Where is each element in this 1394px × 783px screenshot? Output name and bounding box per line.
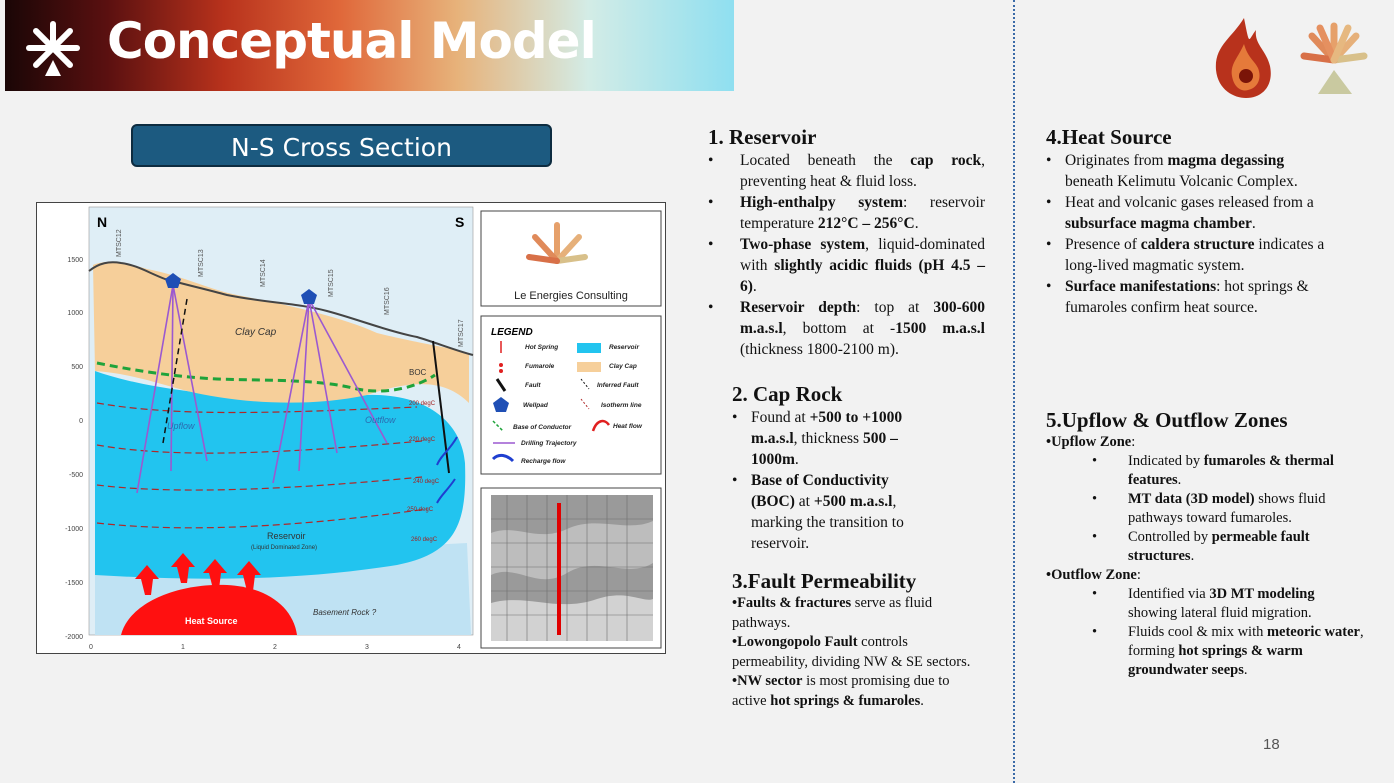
cross-section-figure	[36, 202, 666, 654]
heat-source-label: Heat Source	[185, 616, 238, 626]
outflow-label: Outflow	[365, 415, 396, 425]
x-tick: 4	[457, 644, 461, 651]
reservoir-section	[708, 124, 985, 360]
north-label: N	[97, 214, 108, 230]
cap-rock-heading: 2. Cap Rock	[732, 382, 843, 406]
legend-item: Isotherm line	[601, 402, 642, 409]
legend-item: Heat flow	[613, 423, 642, 430]
company-logos	[1204, 14, 1374, 100]
x-tick: 1	[181, 644, 185, 651]
legend-item: Base of Conductor	[513, 424, 572, 431]
reservoir-heading: 1. Reservoir	[708, 125, 817, 149]
isotherm-label: 200 degC	[409, 401, 436, 407]
cap-rock-section	[732, 381, 932, 554]
basement-label: Basement Rock ?	[313, 608, 377, 617]
reservoir-bullet: • High-enthalpy system: reservoir temperature 212°C – 256°C.	[708, 192, 985, 234]
page-title: Conceptual Model	[107, 12, 596, 70]
heat-source-heading: 4.Heat Source	[1046, 125, 1172, 149]
upflow-bullet: • MT data (3D model) shows fluid pathways toward fumaroles.	[1046, 490, 1366, 528]
heat-bullet: • Heat and volcanic gases released from a subsurface magma chamber.	[1046, 192, 1336, 234]
heat-bullet: • Presence of caldera structure indicates a long-lived magmatic system.	[1046, 234, 1336, 276]
legend-item: Hot Spring	[525, 344, 559, 351]
y-tick: -500	[68, 472, 83, 479]
x-tick: 3	[365, 644, 369, 651]
isotherm-label: 260 degC	[411, 537, 438, 543]
outflow-label: •Outflow Zone:	[1046, 567, 1141, 583]
well-label: MTSC13	[198, 249, 205, 277]
isotherm-label: 250 degC	[407, 507, 434, 513]
legend-item: Reservoir	[609, 344, 639, 351]
x-tick: 0	[89, 644, 93, 651]
x-tick: 2	[273, 644, 277, 651]
well-label: MTSC12	[116, 229, 123, 257]
well-label: MTSC16	[384, 287, 391, 315]
upflow-bullet: • Controlled by permeable fault structures.	[1046, 528, 1366, 566]
reservoir-sub-label: (Liquid Dominated Zone)	[251, 545, 318, 551]
reservoir-bullet: • Two-phase system, liquid-dominated with slightly acidic fluids (pH 4.5 – 6).	[708, 234, 985, 297]
heat-bullet: • Surface manifestations: hot springs & fumaroles confirm heat source.	[1046, 276, 1336, 318]
cross-section-label: N-S Cross Section	[131, 124, 552, 167]
reservoir-bullet: • Reservoir depth: top at 300-600 m.a.s.l, bottom at -1500 m.a.s.l (thickness 1800-2100 m).	[708, 297, 985, 360]
upflow-label: Upflow	[167, 421, 195, 431]
cap-rock-bullet: • Found at +500 to +1000 m.a.s.l, thickness 500 – 1000m.	[732, 407, 932, 470]
legend-item: Drilling Trajectory	[521, 440, 577, 447]
legend-title: LEGEND	[491, 327, 533, 338]
fault-section	[732, 568, 972, 711]
starburst-logo-icon	[23, 18, 83, 78]
outflow-bullet: • Identified via 3D MT modeling showing lateral fluid migration.	[1046, 585, 1366, 623]
y-tick: 1500	[67, 257, 83, 264]
legend-item: Clay Cap	[609, 363, 637, 370]
header-banner	[5, 0, 734, 91]
clay-cap-label: Clay Cap	[235, 327, 277, 338]
y-tick: 500	[71, 364, 83, 371]
isotherm-label: 220 degC	[409, 437, 436, 443]
legend-item: Fault	[525, 382, 541, 389]
fault-paragraph: •NW sector is most promising due to active hot springs & fumaroles.	[732, 673, 950, 709]
well-label: MTSC17	[458, 319, 465, 347]
y-tick: 0	[79, 418, 83, 425]
column-divider	[1013, 0, 1015, 783]
y-tick: -1000	[65, 526, 83, 533]
heat-source-section	[1046, 124, 1336, 318]
legend-item: Recharge flow	[521, 458, 566, 465]
y-tick: 1000	[67, 310, 83, 317]
isotherm-label: 240 degC	[413, 479, 440, 485]
page-number: 18	[1263, 736, 1280, 753]
company-name: Le Energies Consulting	[514, 290, 628, 302]
legend-item: Wellpad	[523, 402, 548, 409]
flow-heading: 5.Upflow & Outflow Zones	[1046, 408, 1288, 432]
south-label: S	[455, 214, 465, 230]
fault-paragraph: •Faults & fractures serve as fluid pathways.	[732, 595, 933, 631]
upflow-label: •Upflow Zone:	[1046, 434, 1136, 450]
cap-rock-bullet: • Base of Conductivity (BOC) at +500 m.a.s.l, marking the transition to reservoir.	[732, 470, 932, 554]
y-tick: -1500	[65, 580, 83, 587]
reservoir-bullet: • Located beneath the cap rock, preventing heat & fluid loss.	[708, 150, 985, 192]
outflow-bullet: • Fluids cool & mix with meteoric water, forming hot springs & warm groundwater seeps.	[1046, 623, 1366, 680]
boc-label: BOC	[409, 368, 427, 377]
fault-heading: 3.Fault Permeability	[732, 569, 917, 593]
reservoir-label: Reservoir	[267, 531, 306, 541]
cross-section-diagram	[37, 203, 665, 653]
heat-bullet: • Originates from magma degassing beneath Kelimutu Volcanic Complex.	[1046, 150, 1336, 192]
sunburst-logo-icon	[1304, 26, 1364, 94]
fault-paragraph: •Lowongopolo Fault controls permeability, dividing NW & SE sectors.	[732, 634, 971, 670]
well-label: MTSC14	[260, 259, 267, 287]
y-tick: -2000	[65, 634, 83, 641]
well-label: MTSC15	[328, 269, 335, 297]
legend-box	[481, 316, 661, 474]
flow-zones-section	[1046, 407, 1366, 680]
upflow-bullet: • Indicated by fumaroles & thermal features.	[1046, 452, 1366, 490]
legend-item: Fumarole	[525, 363, 555, 370]
legend-item: Inferred Fault	[597, 382, 639, 389]
flame-logo-icon	[1216, 18, 1271, 98]
